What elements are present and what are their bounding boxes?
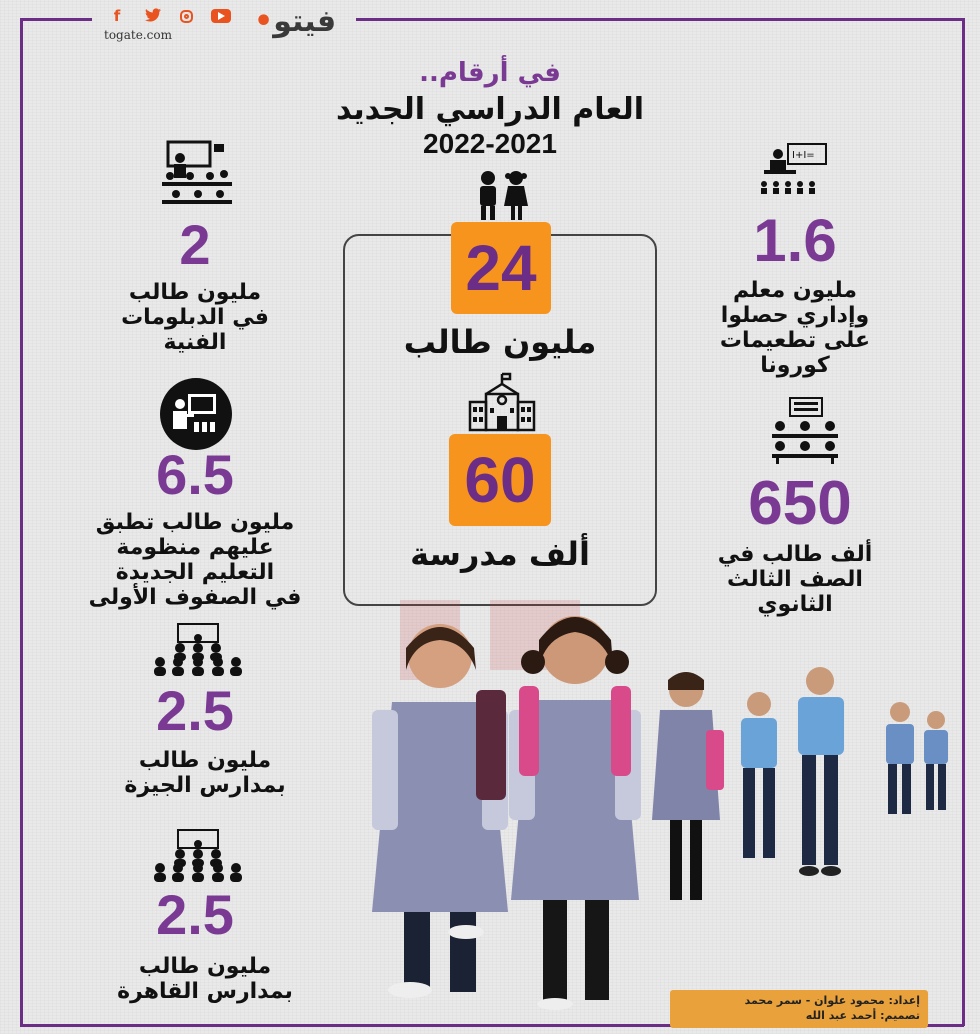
frame-left-top-line (20, 18, 92, 21)
teacher-board-icon (158, 376, 234, 452)
children-icon (470, 170, 534, 222)
stat-value-third-secondary: 650 (748, 469, 852, 538)
stat-label-giza: مليون طالب بمدارس الجيزة (124, 748, 286, 798)
stat-label-new-system: مليون طالب تطبق عليهم منظومة التعليم الجديدة في الصفوف الأولى (88, 510, 302, 610)
stat-label-third-secondary: ألف طالب في الصف الثالث الثانوي (717, 542, 873, 617)
frame-top-line (356, 18, 964, 21)
frame-left-line (20, 18, 23, 1026)
school-icon (468, 372, 536, 432)
students-count-label: مليون طالب (403, 323, 597, 361)
stat-label-diplomas: مليون طالب في الدبلومات الفنية (121, 280, 269, 355)
brand-logo: فيتو• (254, 4, 337, 39)
credit-prepared-by: إعداد: محمود علوان - سمر محمد (744, 994, 920, 1007)
twitter-icon[interactable] (144, 8, 162, 24)
site-url[interactable]: togate.com (104, 28, 172, 42)
stat-value-new-system: 6.5 (156, 443, 234, 506)
stat-value-teachers: 1.6 (753, 207, 837, 274)
audience-icon (150, 622, 246, 678)
classroom-icon (158, 140, 234, 208)
stat-value-cairo: 2.5 (156, 883, 234, 946)
stat-label-teachers: مليون معلم وإداري حصلوا على تطعيمات كورونا (719, 278, 871, 378)
credits-box (670, 990, 928, 1028)
facebook-icon[interactable]: f (113, 7, 121, 25)
students-count-badge: 24 (451, 222, 551, 314)
school-year: 2022-2021 (423, 128, 557, 159)
stat-value-giza: 2.5 (156, 679, 234, 742)
svg-text:I+I=: I+I= (792, 150, 815, 161)
stat-value-diplomas: 2 (179, 213, 211, 276)
audience-icon (150, 828, 246, 884)
lecture-icon (758, 142, 828, 198)
frame-right-line (962, 18, 965, 1026)
instagram-icon[interactable] (180, 10, 193, 23)
youtube-icon[interactable] (211, 9, 231, 23)
schools-count-label: ألف مدرسة (410, 535, 590, 573)
schools-count-badge: 60 (449, 434, 551, 526)
title-kicker: في أرقام.. (419, 58, 561, 88)
students-photo (340, 600, 960, 1010)
stat-label-cairo: مليون طالب بمدارس القاهرة (117, 954, 293, 1004)
students-desks-icon (770, 396, 840, 464)
credit-designed-by: تصميم: أحمد عبد الله (805, 1009, 920, 1022)
page-title: العام الدراسي الجديد (336, 92, 644, 127)
social-icons (108, 8, 231, 24)
